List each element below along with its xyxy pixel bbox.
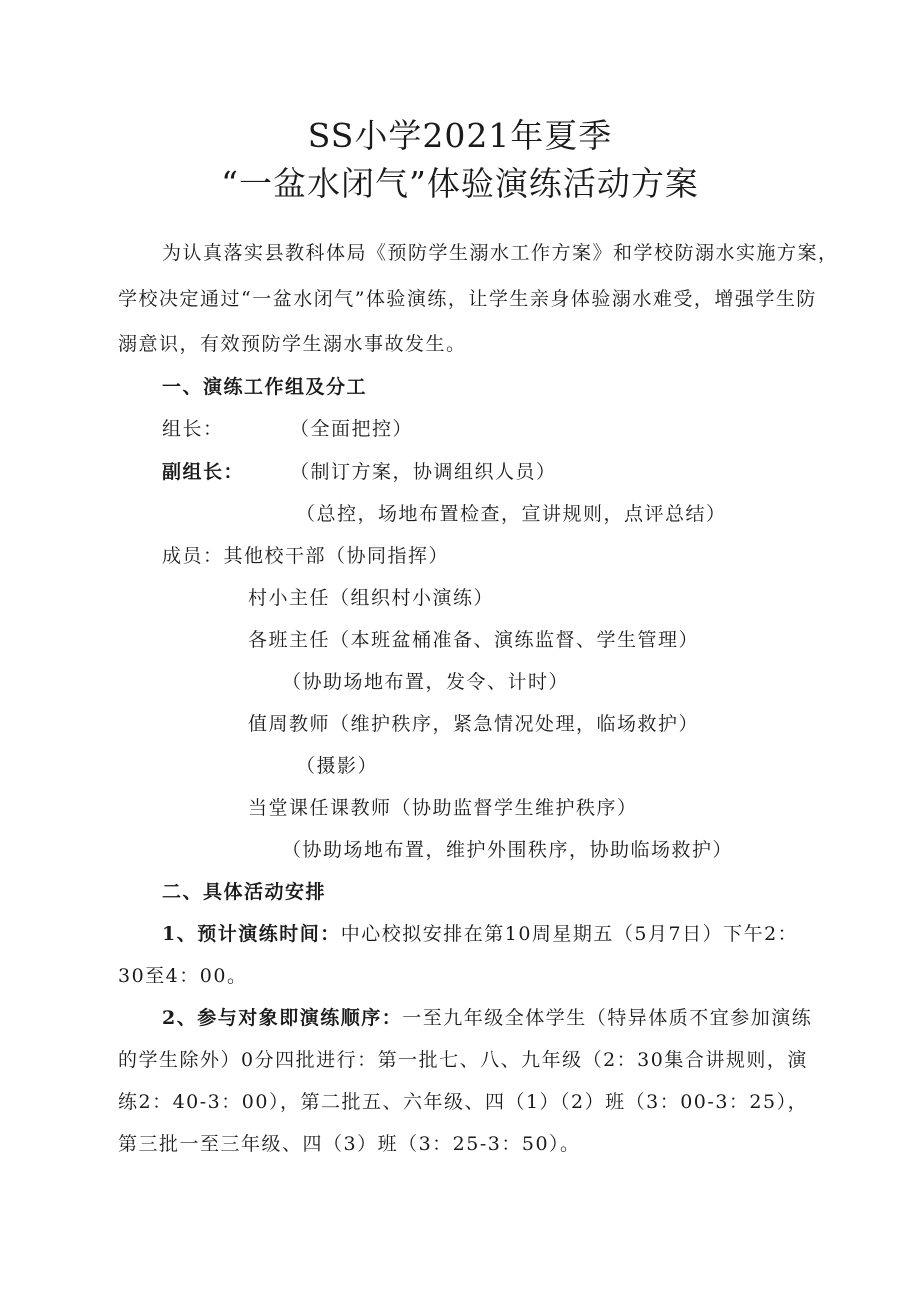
intro-line-3: 溺意识，有效预防学生溺水事故发生。: [118, 333, 467, 355]
member-photography: （摄影）: [296, 755, 379, 777]
deputy-label: 副组长：: [162, 461, 245, 483]
item-2-label: 2、参与对象即演练顺序：: [162, 1007, 403, 1029]
item-1-label: 1、预计演练时间：: [162, 923, 341, 945]
member-class-heads: 各班主任（本班盆桶准备、演练监督、学生管理）: [248, 629, 700, 651]
member-duty-teachers: 值周教师（维护秩序，紧急情况处理，临场救护）: [248, 713, 700, 735]
intro-line-1: 为认真落实县教科体局《预防学生溺水工作方案》和学校防溺水实施方案，: [162, 242, 839, 264]
document-title-line-1: SS小学2021年夏季: [307, 116, 613, 155]
member-village-head: 村小主任（组织村小演练）: [248, 587, 495, 609]
item-2-line-2: 的学生除外）0分四批进行：第一批七、八、九年级（2：30集合讲规则，演: [118, 1049, 808, 1071]
member-assist-order: （协助场地布置，维护外围秩序，协助临场救护）: [282, 839, 734, 861]
item-2-text-a: 一至九年级全体学生（特异体质不宜参加演练: [402, 1007, 813, 1029]
leader-label: 组长：: [162, 418, 224, 440]
leader-duty: （全面把控）: [290, 418, 414, 440]
section-1-heading: 一、演练工作组及分工: [162, 376, 368, 398]
member-class-teachers: 当堂课任课教师（协助监督学生维护秩序）: [248, 797, 638, 819]
item-1-text-a: 中心校拟安排在第10周星期五（5月7日）下午2：: [340, 923, 799, 945]
member-assist-setup: （协助场地布置，发令、计时）: [282, 671, 570, 693]
section-2-heading: 二、具体活动安排: [162, 881, 327, 903]
intro-line-2: 学校决定通过“一盆水闭气”体验演练，让学生亲身体验溺水难受，增强学生防: [118, 288, 817, 310]
deputy-duty-2: （总控，场地布置检查，宣讲规则，点评总结）: [296, 503, 727, 525]
deputy-duty-1: （制订方案，协调组织人员）: [290, 461, 557, 483]
item-1-line-2: 30至4：00。: [118, 965, 248, 987]
item-1-line-1: [162, 919, 798, 946]
item-2-line-4: 第三批一至三年级、四（3）班（3：25-3：50）。: [118, 1133, 581, 1155]
item-2-line-1: [162, 1003, 812, 1030]
document-title-line-2: “一盆水闭气”体验演练活动方案: [221, 164, 699, 203]
item-2-line-3: 练2：40-3：00），第二批五、六年级、四（1）（2）班（3：00-3：25），: [118, 1091, 809, 1113]
members-line: 成员：其他校干部（协同指挥）: [162, 545, 450, 567]
